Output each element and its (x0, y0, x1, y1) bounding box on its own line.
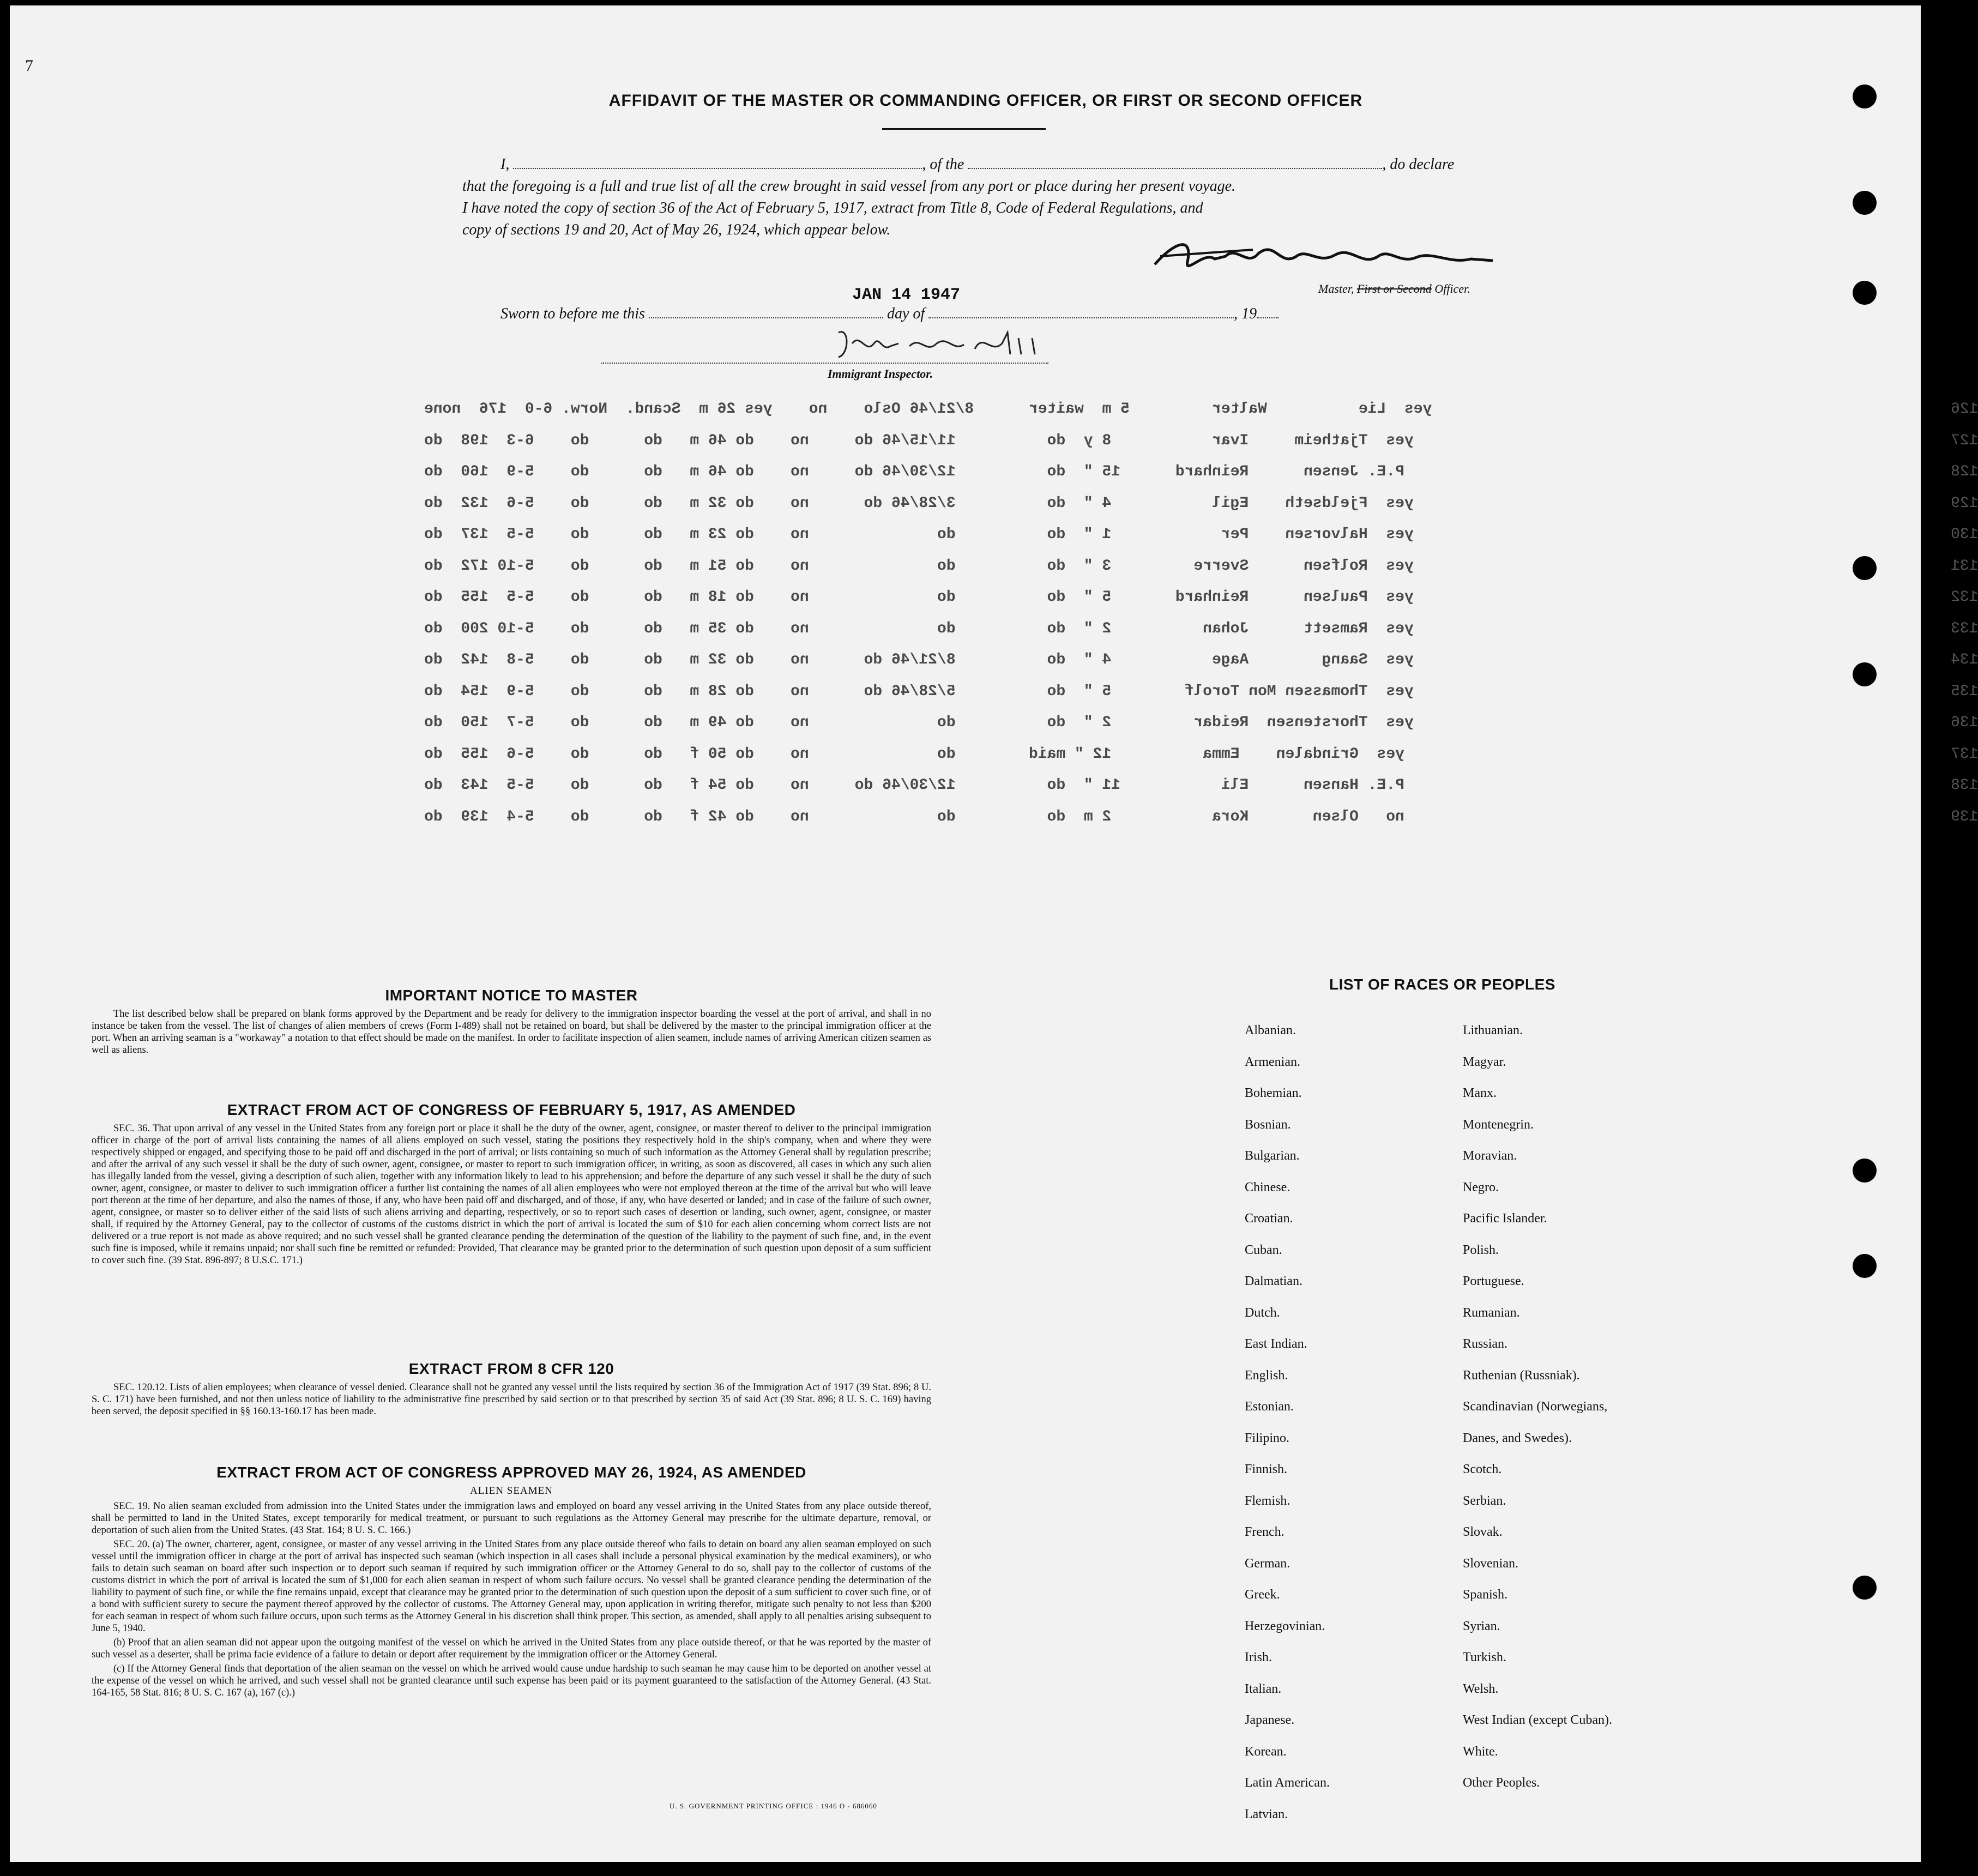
bleed-through-row (424, 652, 1978, 668)
bleed-through-row-number: 126 (1951, 401, 1978, 418)
bleed-through-row (424, 683, 1978, 700)
punch-hole (1853, 1254, 1877, 1278)
page-title: AFFIDAVIT OF THE MASTER OR COMMANDING OFFICER, OR FIRST OR SECOND OFFICER (608, 92, 1363, 110)
race-entry: Latin American. (1245, 1776, 1330, 1790)
notice-heading: IMPORTANT NOTICE TO MASTER (385, 987, 638, 1004)
bleed-through-row (424, 432, 1978, 449)
bleed-through-row (424, 463, 1978, 480)
race-entry: Japanese. (1245, 1713, 1295, 1727)
punch-hole (1853, 1159, 1877, 1183)
race-entry: Montenegrin. (1463, 1117, 1534, 1132)
race-entry: Irish. (1245, 1650, 1272, 1664)
bleed-through-row (424, 745, 1978, 763)
race-entry: Herzegovinian. (1245, 1619, 1325, 1633)
race-entry: Croatian. (1245, 1211, 1293, 1226)
extract-1924-heading: EXTRACT FROM ACT OF CONGRESS APPROVED MAY 26, 1924, AS AMENDED (216, 1464, 806, 1481)
race-entry: Albanian. (1245, 1023, 1296, 1037)
extract-1917-text: SEC. 36. That upon arrival of any vessel in the United States from any foreign port or place it shall be the duty of the owner, agent, consignee, or master thereof to deliver to the principal immigration officer in charge of the port of arrival lists containing the names of all aliens employed on such vessel, stating the positions they respectively hold in the ship's company, when and where they were respectively shipped or engaged, and specifying those to be paid off and discharged in the port of arrival; or lists containing so much of such information as the Attorney General shall by regulation prescribe; and after the arrival of any such vessel it shall be the duty of such owner, agent, consignee, or master to report to such immigration officer, in writing, as soon as discovered, all cases in which any such alien has illegally landed from the vessel, giving a description of such alien, together with any information likely to lead to his apprehension; and before the departure of any such vessel it shall be the duty of such owner, agent, consignee, or master to deliver to such immigration officer a further list containing the names of all alien employees who were not employed thereon at the time of the arrival but who will leave port thereon at the time of her departure, and also the names of those, if any, who have been paid off and discharged, and of those, if any, who have deserted or landed; and in case of the failure of such owner, agent, consignee, or master so to deliver either of the said lists of such aliens arriving and departing, respectively, or so to report such cases of desertion or landing, such owner, agent, consignee, or master shall, if required by the Attorney General, pay to the collector of customs of the customs district in which the port of arrival is located the sum of $10 for each alien concerning whom correct lists are not delivered or a true report is not made as above required; and no such vessel shall be granted clearance pending the determination of the question of the liability to the payment of such fine, and, in the event such fine is imposed, while it remains unpaid; nor shall such fine be remitted or refunded: Provided, That clearance may be granted prior to the determination of such question upon deposit of a sum sufficient to cover such fine. (39 Stat. 896-897; 8 U.S.C. 171.) (92, 1123, 931, 1266)
bleed-through-row (424, 620, 1978, 637)
race-entry: Bosnian. (1245, 1117, 1291, 1132)
inspector-signature (828, 322, 1062, 365)
master-caption (1318, 282, 1470, 296)
bleed-through-row-text: yes Thomassen Mon Torolf 5 " do 5/28/46 do no do 28 m do do 5-9 154 do (424, 683, 1414, 700)
sec20b-text: (b) Proof that an alien seaman did not appear upon the outgoing manifest of the vessel on which he arrived in the United States from any place outside thereof, or that he was reported by the master of such vessel as a deserter, shall be prima facie evidence of a failure to detain or deport after requirement by the immigration officer or the Attorney General. (92, 1637, 931, 1660)
punch-hole (1853, 85, 1877, 108)
race-entry: Cuban. (1245, 1242, 1282, 1257)
bleed-through-row (424, 494, 1978, 512)
sworn-day-of: day of (887, 305, 925, 322)
race-entry: English. (1245, 1368, 1288, 1383)
vessel-name-blank[interactable] (968, 168, 1382, 169)
notice-text: The list described below shall be prepared on blank forms approved by the Department and be ready for delivery to the immigration inspector boarding the vessel at the port of arrival, and shall in no instance be taken from the vessel. The list of changes of alien members of crews (Form I-489) shall not be retained on board, but shall be delivered by the master to the principal immigration officer at the port. When an arriving seaman is a "workaway" a notation to that effect should be made on the manifest. In order to facilitate inspection of alien seamen, include names of arriving American citizen seamen as well as aliens. (92, 1009, 931, 1055)
bleed-through-row-text: yes Tjatheim Ivar 8 y do 11/15/46 do no do 46 m do do 6-3 198 do (424, 432, 1414, 449)
races-heading: LIST OF RACES OR PEOPLES (1329, 976, 1555, 993)
sworn-year: , 19 (1234, 305, 1257, 322)
bleed-through-row-text: yes Saang Aage 4 " do 8/21/46 do no do 32 m do do 5-8 142 do (424, 652, 1414, 668)
race-entry: Dutch. (1245, 1305, 1280, 1320)
sworn-prefix: Sworn to before me this (500, 305, 645, 322)
race-entry: Spanish. (1463, 1588, 1508, 1602)
extract-1917-heading: EXTRACT FROM ACT OF CONGRESS OF FEBRUARY 5, 1917, AS AMENDED (227, 1101, 796, 1118)
race-entry: Italian. (1245, 1681, 1282, 1696)
bleed-through-row-text: no Olsen Kora 2 m do do no do 42 f do do 5-4 139 do (424, 808, 1404, 825)
declaration-line-4: copy of sections 19 and 20, Act of May 26, 1924, which appear below. (462, 221, 891, 238)
race-entry: Welsh. (1463, 1681, 1499, 1696)
bleed-through-row-number: 135 (1951, 683, 1978, 700)
race-entry: Other Peoples. (1463, 1776, 1540, 1790)
race-entry: Greek. (1245, 1588, 1280, 1602)
sec20a-text: SEC. 20. (a) The owner, charterer, agent, consignee, or master of any vessel arriving in the United States from any place outside thereof who fails to detain on board any alien seaman employed on such vessel until the immigration officer in charge at the port of arrival has inspected such seaman (which inspection in all cases shall include a personal physical examination by the medical examiners), or who fails to detain such seaman on board after such inspection or to deport such seaman if required by such immigration officer or the Attorney General to do so, shall pay to the collector of customs of the customs district in which the port of arrival is located the sum of $1,000 for each alien seaman in respect of whom such failure occurs. No vessel shall be granted clearance pending the determination of the liability to payment of such fine, or while the fine remains unpaid, except that clearance may be granted prior to the determination of such question upon the deposit of a sum sufficient to cover such fine, or of a bond with sufficient surety to secure the payment thereof approved by the collector of customs. The Attorney General may, upon application in writing therefor, mitigate such penalty to not less than $200 for each seaman in respect of whom such failure occurs, upon such terms as the Attorney General in his discretion shall think proper. This section, as amended, shall apply to all penalties arising subsequent to June 5, 1940. (92, 1539, 931, 1634)
bleed-through-row-number: 132 (1951, 589, 1978, 606)
race-entry: Armenian. (1245, 1054, 1300, 1069)
bleed-through-row (424, 589, 1978, 606)
bleed-through-row-text: yes Paulsen Reinhard 5 " do do no do 18 m do do 5-5 155 do (424, 589, 1414, 606)
punch-hole (1853, 1576, 1877, 1600)
declaration-line-2: that the foregoing is a full and true list of all the crew brought in said vessel from any port or place during her present voyage. (462, 178, 1236, 195)
races-left-column (1245, 1024, 1330, 1839)
page-marker: 7 (25, 57, 33, 75)
extract-cfr-text: SEC. 120.12. Lists of alien employees; when clearance of vessel denied. Clearance shall not be granted any vessel until the lists required by section 36 of the Immigration Act of 1917 (39 Stat. 896; 8 U. S. C. 171) have been furnished, and not then unless notice of liability to the administrative fine prescribed by said section or to that prescribed by section 35 of said Act (39 Stat. 896; 8 U. S. C. 169) having been served, the deposit specified in §§ 160.13-160.17 has been made. (92, 1382, 931, 1417)
bleed-through-row-number: 134 (1951, 652, 1978, 668)
race-entry: Slovak. (1463, 1525, 1503, 1539)
extract-cfr-section (92, 1360, 931, 1420)
race-entry: Portuguese. (1463, 1274, 1524, 1288)
declaration (462, 154, 1509, 241)
punch-hole (1853, 191, 1877, 215)
bleed-through-row (424, 808, 1978, 825)
bleed-through-row-number: 130 (1951, 526, 1978, 543)
race-entry: Polish. (1463, 1242, 1499, 1257)
bleed-through-row-number: 137 (1951, 745, 1978, 763)
race-entry: Dalmatian. (1245, 1274, 1302, 1288)
bleed-through-row-number: 133 (1951, 620, 1978, 637)
extract-cfr-heading: EXTRACT FROM 8 CFR 120 (408, 1360, 614, 1377)
race-entry: Chinese. (1245, 1180, 1290, 1195)
race-entry: Moravian. (1463, 1149, 1517, 1163)
race-entry: Flemish. (1245, 1493, 1290, 1508)
race-entry: Pacific Islander. (1463, 1211, 1547, 1226)
sec20c-text: (c) If the Attorney General finds that deportation of the alien seaman on the vessel on which he arrived would cause undue hardship to such seaman he may cause him to be deported on another vessel at the expense of the vessel on which he arrived, and such vessel shall not be granted clearance until such expense has been paid or its payment guaranteed to the satisfaction of the Attorney General. (43 Stat. 164-165, 58 Stat. 816; 8 U. S. C. 167 (a), 167 (c).) (92, 1663, 931, 1698)
extract-1924-section (92, 1464, 931, 1701)
bleed-through-row-text: yes Fjeldseth Egil 4 " do 3/28/46 do no do 32 m do do 5-6 132 do (424, 494, 1414, 512)
race-entry: Bohemian. (1245, 1086, 1302, 1100)
race-entry: Finnish. (1245, 1462, 1288, 1476)
bleed-through-row (424, 401, 1978, 418)
race-entry: Syrian. (1463, 1619, 1500, 1633)
race-entry: Filipino. (1245, 1431, 1290, 1445)
bleed-through-row-number: 131 (1951, 557, 1978, 575)
race-entry: Rumanian. (1463, 1305, 1520, 1320)
bleed-through-row-text: P.E. Hansen Eli 11 " do 12/30/46 do no do 54 f do do 5-5 143 do (424, 777, 1404, 794)
bleed-through-row (424, 777, 1978, 794)
bleed-through-row-number: 136 (1951, 714, 1978, 731)
race-entry: Magyar. (1463, 1054, 1506, 1069)
bleed-through-row (424, 526, 1978, 543)
declaration-line-1 (462, 154, 1509, 176)
declaration-of-the: , of the (922, 156, 964, 173)
sworn-month-blank[interactable] (928, 317, 1234, 318)
bleed-through-row-number: 129 (1951, 494, 1978, 512)
sworn-year-blank[interactable] (1257, 317, 1279, 318)
bleed-through-row-number: 127 (1951, 432, 1978, 449)
race-entry: Danes, and Swedes). (1463, 1431, 1572, 1445)
declaration-do-declare: , do declare (1382, 156, 1455, 173)
race-entry: Bulgarian. (1245, 1149, 1300, 1163)
bleed-through-row-number: 138 (1951, 777, 1978, 794)
officer-name-blank[interactable] (513, 168, 922, 169)
bleed-through-row-text: yes Lie Walter 5 m waiter 8/21/46 Oslo no yes 26 m Scand. Norw. 6-0 176 none (424, 401, 1432, 418)
notice-section (92, 987, 931, 1058)
master-caption-master: Master, (1318, 282, 1354, 295)
race-entry: Scandinavian (Norwegians, (1463, 1400, 1608, 1414)
sec19-text: SEC. 19. No alien seaman excluded from admission into the United States under the immigration laws and employed on board any vessel arriving in the United States from any place outside thereof, shall be permitted to land in the United States, except temporarily for medical treatment, or pursuant to such regulations as the Attorney General may prescribe for the ultimate departure, removal, or deportation of such alien from the United States. (43 Stat. 164; 8 U. S. C. 166.) (92, 1501, 931, 1536)
bleed-through-row-number: 139 (1951, 808, 1978, 825)
bleed-through-row-text: yes Rolfsen Sverre 3 " do do no do 51 m do do 5-10 172 do (424, 557, 1414, 575)
printer-footer: U. S. GOVERNMENT PRINTING OFFICE : 1946 O - 686060 (670, 1802, 877, 1810)
race-entry: Negro. (1463, 1180, 1499, 1195)
race-entry: Turkish. (1463, 1650, 1506, 1664)
race-entry: East Indian. (1245, 1337, 1307, 1351)
declaration-i: I, (500, 156, 510, 173)
bleed-through-row-text: P.E. Jensen Reinhard 15 " do 12/30/46 do no do 46 m do do 5-9 160 do (424, 463, 1404, 480)
race-entry: Russian. (1463, 1337, 1508, 1351)
bleed-through-row-number: 128 (1951, 463, 1978, 480)
race-entry: Scotch. (1463, 1462, 1502, 1476)
races-right-column (1463, 1024, 1612, 1808)
declaration-line-3: I have noted the copy of section 36 of the Act of February 5, 1917, extract from Title 8, Code of Federal Regulations, and (462, 200, 1203, 216)
inspector-signature-line (601, 363, 1048, 364)
punch-hole (1853, 281, 1877, 305)
race-entry: Latvian. (1245, 1807, 1288, 1821)
race-entry: Slovenian. (1463, 1556, 1518, 1571)
race-entry: White. (1463, 1744, 1498, 1759)
race-entry: Manx. (1463, 1086, 1497, 1100)
bleed-through-row (424, 714, 1978, 731)
race-entry: Lithuanian. (1463, 1023, 1523, 1037)
form-sheet (10, 5, 1978, 1862)
alien-seamen-subheading: ALIEN SEAMEN (470, 1485, 553, 1497)
extract-1917-section (92, 1101, 931, 1269)
race-entry: French. (1245, 1525, 1285, 1539)
bleed-through-row-text: yes Grindalen Emma 12 " maid do no do 50 f do do 5-6 155 do (424, 745, 1404, 763)
sworn-line (500, 305, 1279, 323)
master-caption-struck: First or Second (1356, 282, 1432, 295)
title-rule (882, 128, 1046, 130)
inspector-caption: Immigrant Inspector. (828, 367, 933, 381)
bleed-through-row (424, 557, 1978, 575)
race-entry: Ruthenian (Russniak). (1463, 1368, 1580, 1383)
bleed-through-row-text: yes Halvorsen Per 1 " do do no do 23 m do do 5-5 137 do (424, 526, 1414, 543)
master-caption-officer: Officer. (1434, 282, 1470, 295)
race-entry: Serbian. (1463, 1493, 1506, 1508)
sworn-day-blank[interactable] (649, 317, 883, 318)
race-entry: Korean. (1245, 1744, 1287, 1759)
race-entry: West Indian (except Cuban). (1463, 1713, 1612, 1727)
race-entry: German. (1245, 1556, 1290, 1571)
date-stamp: JAN 14 1947 (852, 286, 961, 304)
race-entry: Estonian. (1245, 1400, 1294, 1414)
bleed-through-row-text: yes Thorstensen Reidar 2 " do do no do 49 m do do 5-7 150 do (424, 714, 1414, 731)
master-signature (1144, 234, 1504, 283)
bleed-through-row-text: yes Ramsett Johan 2 " do do no do 35 m do do 5-10 200 do (424, 620, 1414, 637)
